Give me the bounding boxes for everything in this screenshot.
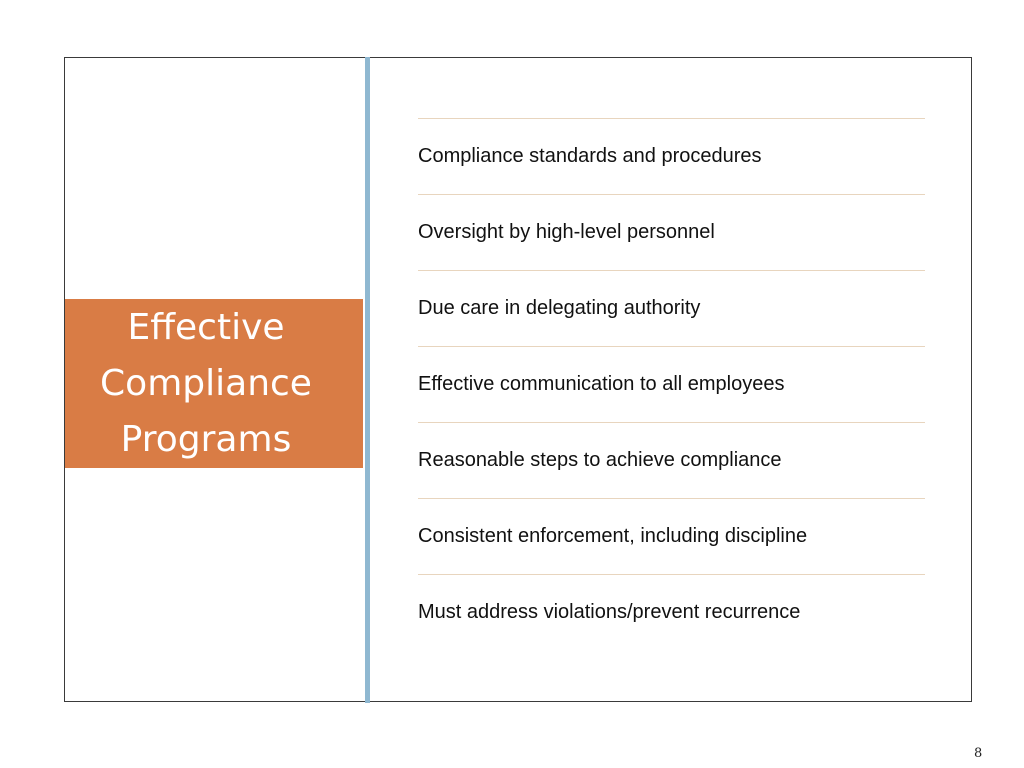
list-item [418,422,925,498]
list-item-label: Compliance standards and procedures [418,145,762,167]
list-item-label: Must address violations/prevent recurrence [418,601,801,623]
title-panel [65,299,363,468]
list-item-label: Consistent enforcement, including discipline [418,525,808,547]
requirements-list [418,118,925,650]
list-item-label: Reasonable steps to achieve compliance [418,449,782,471]
list-item [418,118,925,194]
page-number: 8 [974,746,983,761]
title-line-1: Effective [127,306,285,348]
title-line-3: Programs [120,418,292,460]
list-item [418,498,925,574]
list-item-label: Effective communication to all employees [418,373,785,395]
list-item-label: Oversight by high-level personnel [418,221,715,243]
slide-title [100,300,312,468]
list-item [418,270,925,346]
list-item [418,574,925,650]
title-line-2: Compliance [100,362,312,404]
list-item-label: Due care in delegating authority [418,297,701,319]
list-item [418,346,925,422]
vertical-divider [365,57,370,703]
list-item [418,194,925,270]
